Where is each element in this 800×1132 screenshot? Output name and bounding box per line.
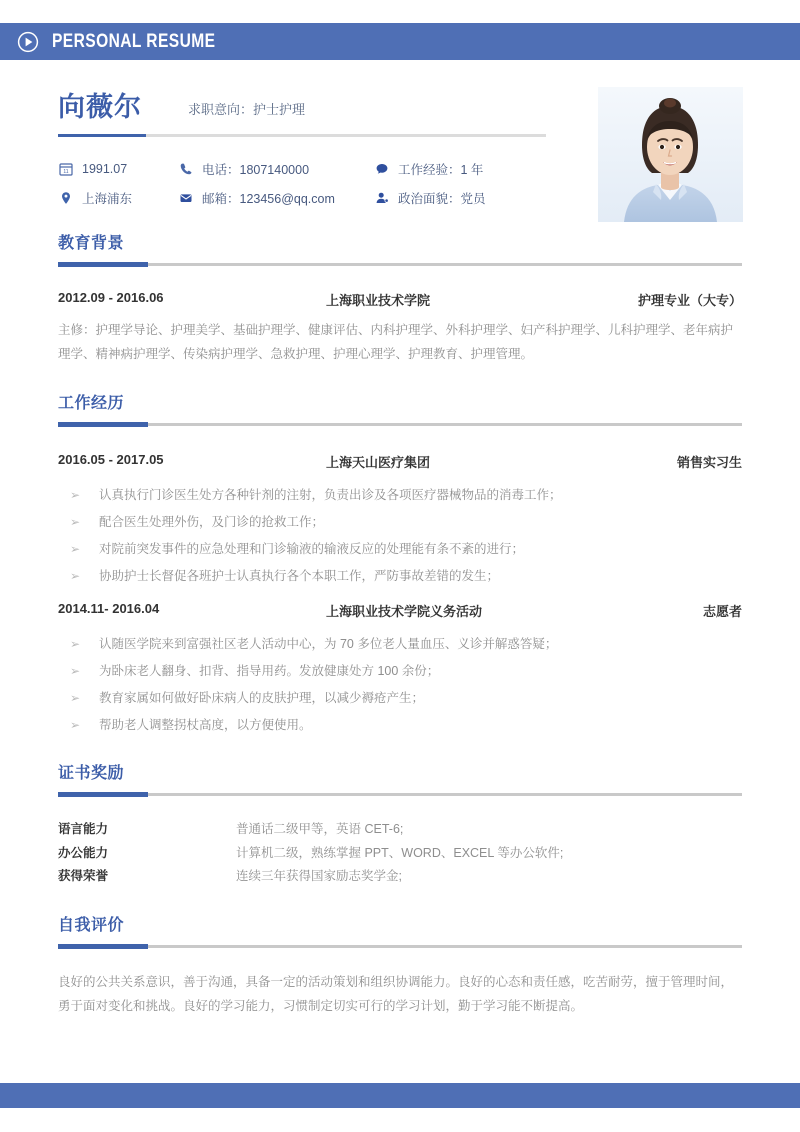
entry-role: 护理专业（大专） (637, 293, 742, 308)
resume-body (0, 60, 800, 1019)
education-courses: 主修：护理学导论、护理美学、基础护理学、健康评估、内科护理学、外科护理学、妇产科护理学、儿科护理学、老年病护理学、精神病护理学、传染病护理学、急救护理、护理心理学、护理教育、护理管理。 (58, 323, 734, 362)
chevron-bullet-icon: ➢ (70, 663, 81, 678)
header-bar (0, 23, 800, 60)
contact-birthdate (58, 161, 178, 176)
work-entry (58, 452, 742, 471)
job-objective: 求职意向：护士护理 (188, 102, 306, 117)
contact-phone (178, 160, 374, 178)
entry-organization: 上海职业技术学院义务活动 (326, 603, 483, 619)
bullet-text: 为卧床老人翻身、扣背、指导用药。发放健康处方 100 余份； (99, 663, 440, 678)
chevron-bullet-icon: ➢ (70, 568, 81, 583)
section-work-experience (0, 396, 800, 733)
contact-text: 工作经验：1 年 (398, 162, 484, 177)
bullet-text: 配合医生处理外伤，及门诊的抢救工作； (99, 514, 325, 529)
entry-date: 2014.11- 2016.04 (58, 600, 160, 616)
section-title: 工作经历 (58, 394, 125, 412)
section-divider (58, 263, 742, 266)
svg-text:11: 11 (62, 168, 69, 175)
chevron-bullet-icon: ➢ (70, 717, 81, 732)
phone-icon (178, 161, 193, 176)
section-divider (58, 423, 742, 426)
list-item (58, 542, 742, 557)
section-title: 证书奖励 (58, 764, 125, 782)
certificate-label: 获得荣誉 (58, 869, 109, 884)
location-pin-icon (58, 190, 73, 205)
section-title: 自我评价 (58, 917, 125, 934)
list-item (58, 718, 742, 733)
bullet-text: 教育家属如何做好卧床病人的皮肤护理，以减少褥疮产生； (99, 690, 425, 705)
chevron-bullet-icon: ➢ (70, 514, 81, 529)
play-circle-icon (17, 31, 39, 53)
contact-text: 邮箱：123456@qq.com (202, 191, 335, 206)
candidate-name: 向薇尔 (58, 92, 142, 122)
chevron-bullet-icon: ➢ (70, 541, 81, 556)
section-education (0, 236, 800, 367)
list-item (58, 488, 742, 503)
certificate-value: 连续三年获得国家励志奖学金; (236, 869, 402, 884)
certificate-value: 计算机二级，熟练掌握 PPT、WORD、EXCEL 等办公软件; (236, 845, 564, 860)
bullet-text: 对院前突发事件的应急处理和门诊输液的输液反应的处理能有条不紊的进行； (99, 541, 525, 556)
chat-bubble-icon (374, 161, 389, 176)
work-bullets (58, 637, 742, 733)
certificate-value: 普通话二级甲等，英语 CET-6; (236, 821, 404, 836)
list-item (58, 691, 742, 706)
certificate-row (58, 844, 742, 863)
contact-email (178, 189, 374, 207)
list-item (58, 637, 742, 652)
contact-text: 政治面貌：党员 (398, 191, 486, 206)
entry-role: 志愿者 (702, 603, 742, 619)
person-badge-icon (374, 190, 389, 205)
envelope-icon (178, 190, 193, 205)
entry-organization: 上海天山医疗集团 (326, 454, 431, 470)
section-divider (58, 793, 742, 796)
name-divider (58, 134, 546, 137)
chevron-bullet-icon: ➢ (70, 487, 81, 502)
certificate-row (58, 820, 742, 839)
bullet-text: 协助护士长督促各班护士认真执行各个本职工作，严防事故差错的发生； (99, 568, 500, 583)
section-self-evaluation (0, 918, 800, 1019)
contact-text: 1991.07 (82, 161, 128, 176)
certificate-label: 语言能力 (58, 821, 109, 836)
contact-text: 电话：1807140000 (202, 162, 310, 177)
bullet-text: 帮助老人调整拐杖高度，以方便使用。 (99, 717, 312, 732)
entry-date: 2016.05 - 2017.05 (58, 451, 164, 467)
calendar-icon (58, 161, 73, 176)
contact-location (58, 189, 178, 207)
section-divider (58, 945, 742, 948)
contact-text: 上海浦东 (82, 191, 133, 206)
chevron-bullet-icon: ➢ (70, 636, 81, 651)
chevron-bullet-icon: ➢ (70, 690, 81, 705)
footer-bar (0, 1083, 800, 1108)
certificate-label: 办公能力 (58, 845, 109, 860)
self-evaluation-text: 良好的公共关系意识，善于沟通，具备一定的活动策划和组织协调能力。良好的心态和责任感，吃苦耐劳，擅于管理时间，勇于面对变化和挑战。良好的学习能力，习惯制定切实可行的学习计划，勤于学习能不断提高。 (58, 975, 734, 1014)
work-bullets (58, 488, 742, 584)
education-entry (58, 290, 742, 309)
certificate-row (58, 867, 742, 886)
entry-organization: 上海职业技术学院 (326, 293, 431, 308)
entry-role: 销售实习生 (676, 454, 742, 470)
section-title: 教育背景 (58, 235, 125, 252)
work-entry (58, 601, 742, 620)
list-item (58, 664, 742, 679)
bullet-text: 认随医学院来到富强社区老人活动中心，为 70 多位老人量血压、义诊并解惑答疑； (99, 636, 558, 651)
list-item (58, 569, 742, 584)
bullet-text: 认真执行门诊医生处方各种针剂的注射，负责出诊及各项医疗器械物品的消毒工作； (99, 487, 562, 502)
list-item (58, 515, 742, 530)
section-certificates (0, 766, 800, 886)
page-title: PERSONAL RESUME (52, 30, 216, 52)
profile-photo (598, 87, 743, 222)
entry-date: 2012.09 - 2016.06 (58, 290, 164, 305)
identity-block (0, 60, 800, 228)
